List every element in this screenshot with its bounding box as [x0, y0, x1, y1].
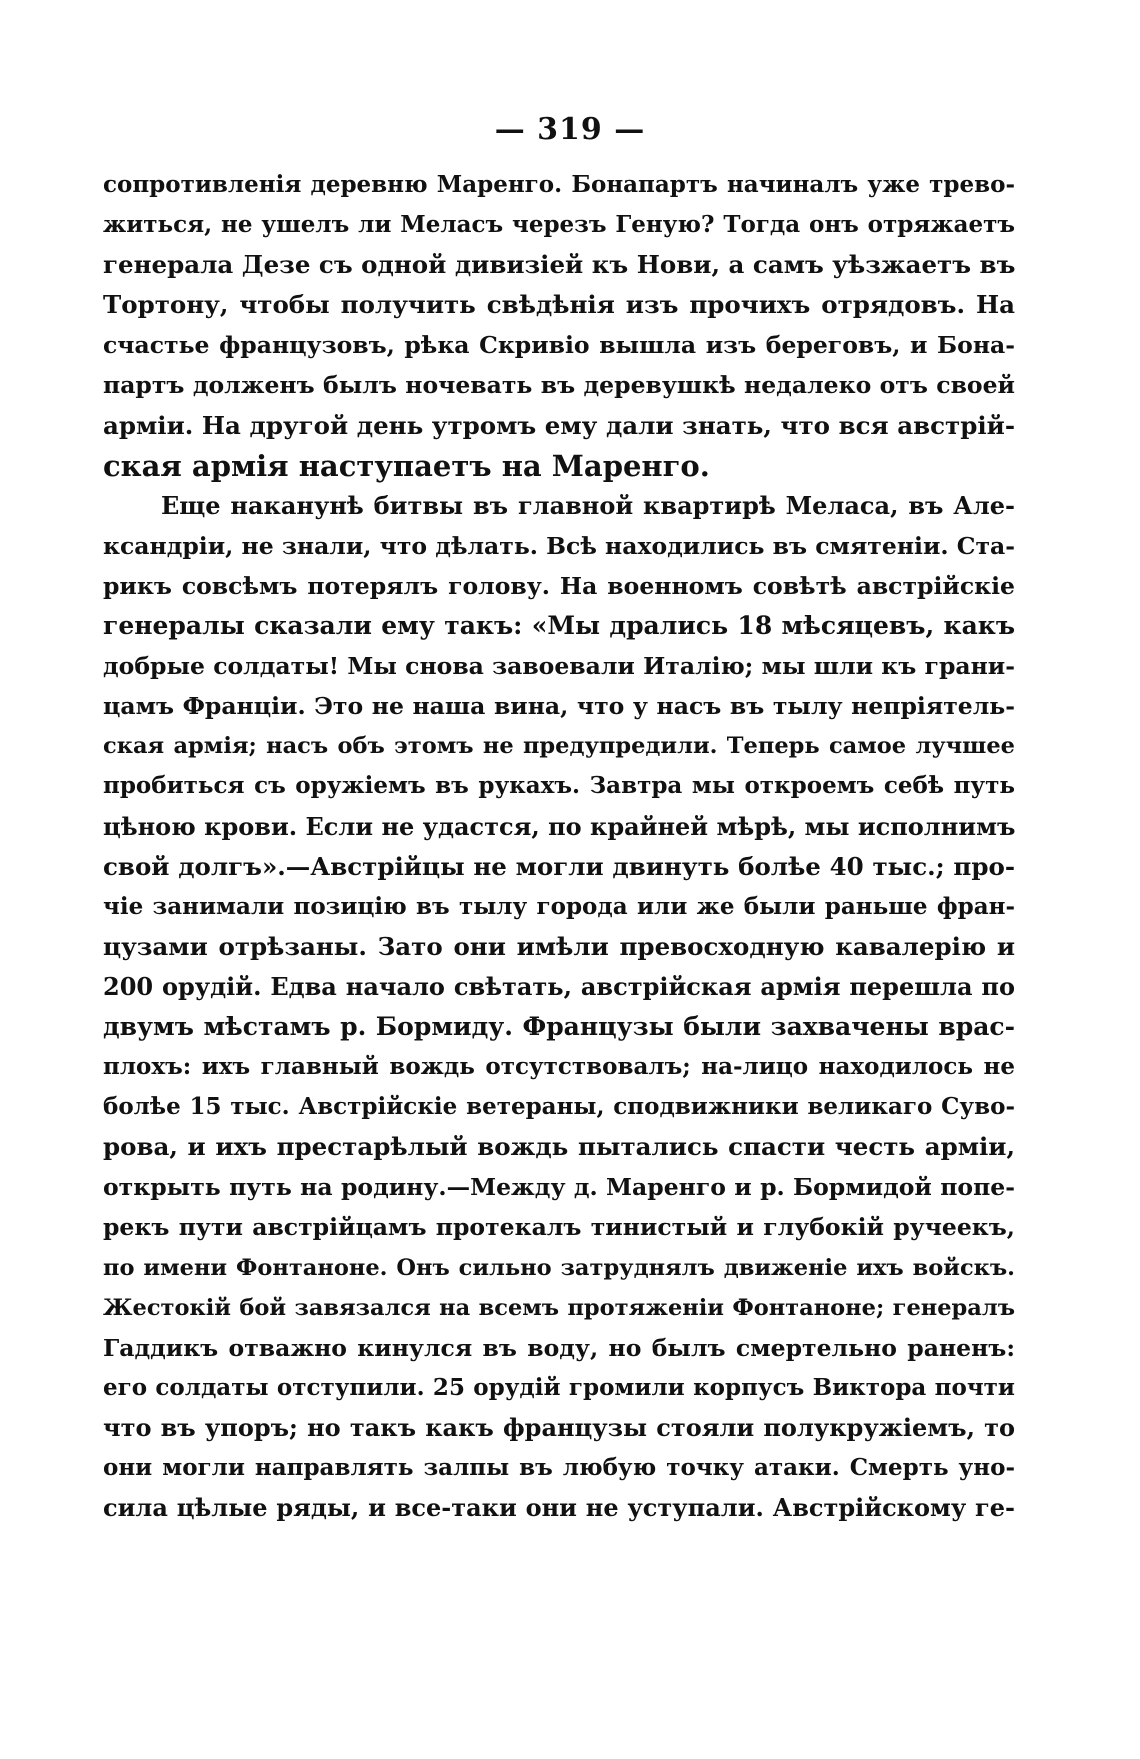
text-line: 200 орудій. Едва начало свѣтать, австрійская армія перешла по [103, 971, 1015, 1001]
text-line: чіе занимали позицію въ тылу города или же были раньше фран- [103, 892, 1015, 920]
text-line: цамъ Франціи. Это не наша вина, что у насъ въ тылу непріятель- [103, 692, 1015, 721]
text-line: болѣе 15 тыс. Австрійскіе ветераны, сподвижники великаго Суво- [103, 1093, 1015, 1121]
text-line: плохъ: ихъ главный вождь отсутствовалъ; на-лицо находилось не [103, 1053, 1015, 1081]
text-line: ская армія; насъ объ этомъ не предупредили. Теперь самое лучшее [103, 733, 1015, 760]
text-line: рикъ совсѣмъ потерялъ голову. На военномъ совѣтѣ австрійскіе [103, 571, 1015, 600]
text-line: рова, и ихъ престарѣлый вождь пытались спасти честь арміи, [103, 1132, 1015, 1162]
paragraph-start-line: Еще наканунѣ битвы въ главной квартирѣ Меласа, въ Але- [161, 490, 1015, 520]
page-number: — 319 — [494, 112, 646, 147]
text-line: рекъ пути австрійцамъ протекалъ тинистый и глубокій ручеекъ, [103, 1213, 1015, 1242]
text-line: Тортону, чтобы получить свѣдѣнія изъ прочихъ отрядовъ. На [103, 290, 1015, 320]
text-line: цѣною крови. Если не удастся, по крайней мѣрѣ, мы исполнимъ [103, 811, 1015, 841]
text-line: пробиться съ оружіемъ въ рукахъ. Завтра мы откроемъ себѣ путь [103, 772, 1015, 800]
text-line: генералы сказали ему такъ: «Мы дрались 18 мѣсяцевъ, какъ [103, 611, 1015, 641]
text-line: житься, не ушелъ ли Меласъ черезъ Геную? Тогда онъ отряжаетъ [103, 211, 1015, 239]
text-line: открыть путь на родину.—Между д. Маренго и р. Бормидой попе- [103, 1173, 1015, 1202]
text-line: Гаддикъ отважно кинулся въ воду, но былъ смертельно раненъ: [103, 1333, 1015, 1362]
text-line: сопротивленія деревню Маренго. Бонапартъ начиналъ уже трево- [103, 171, 1015, 198]
text-line: они могли направлять залпы въ любую точку атаки. Смерть уно- [103, 1454, 1015, 1481]
text-line: арміи. На другой день утромъ ему дали знать, что вся австрій- [103, 410, 1015, 440]
text-line: по имени Фонтаноне. Онъ сильно затруднялъ движеніе ихъ войскъ. [103, 1254, 1015, 1281]
text-line: сила цѣлые ряды, и все-таки они не уступали. Австрійскому ге- [103, 1493, 1015, 1523]
text-line: свой долгъ».—Австрійцы не могли двинуть болѣе 40 тыс.; про- [103, 851, 1015, 881]
text-line: его солдаты отступили. 25 орудій громили корпусъ Виктора почти [103, 1373, 1015, 1401]
text-line: цузами отрѣзаны. Зато они имѣли превосходную кавалерію и [103, 931, 1015, 961]
text-line: что въ упоръ; но такъ какъ французы стояли полукружіемъ, то [103, 1412, 1015, 1442]
body-text [103, 165, 1015, 1528]
text-line: ксандріи, не знали, что дѣлать. Всѣ находились въ смятеніи. Ста- [103, 531, 1015, 560]
text-line: добрые солдаты! Мы снова завоевали Италію; мы шли къ грани- [103, 652, 1015, 681]
text-line: Жестокій бой завязался на всемъ протяженіи Фонтаноне; генералъ [103, 1294, 1015, 1321]
text-line: счастье французовъ, рѣка Скривіо вышла изъ береговъ, и Бона- [103, 331, 1015, 360]
text-line: партъ долженъ былъ ночевать въ деревушкѣ недалеко отъ своей [103, 371, 1015, 400]
text-line: двумъ мѣстамъ р. Бормиду. Французы были захвачены врас- [103, 1011, 1015, 1041]
text-line: генерала Дезе съ одной дивизіей къ Нови, а самъ уѣзжаетъ въ [103, 250, 1015, 280]
paragraph-end-line: ская армія наступаетъ на Маренго. [103, 448, 710, 483]
